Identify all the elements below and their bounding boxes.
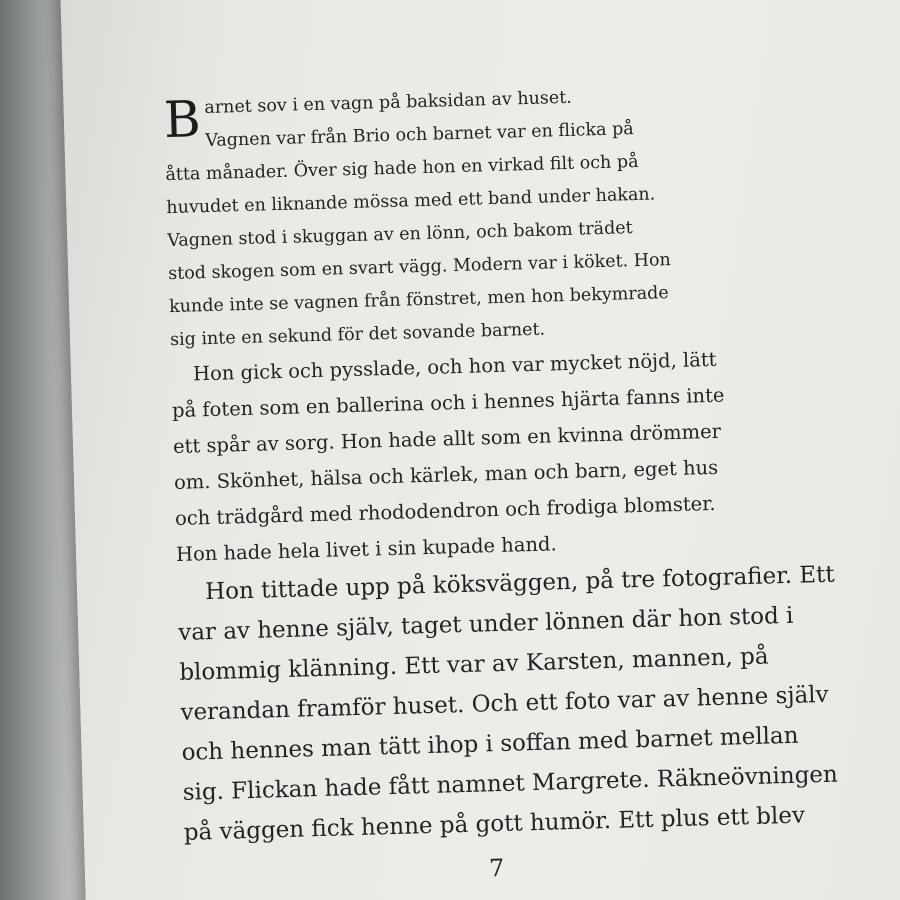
text-line: blommig klänning. Ett var av Karsten, mannen, på — [179, 643, 769, 686]
page-number: 7 — [488, 853, 505, 883]
text-line: om. Skönhet, hälsa och kärlek, man och barn, eget hus — [173, 455, 719, 495]
text-line: var av henne själv, taget under lönnen där hon stod i — [177, 602, 794, 646]
text-line: Hon tittade upp på köksväggen, på tre fotografier. Ett — [204, 561, 835, 606]
text-line: Hon hade hela livet i sin kupade hand. — [175, 532, 557, 566]
text-line: åtta månader. Över sig hade hon en virkad filt och på — [165, 151, 639, 186]
text-line: huvudet en liknande mössa med ett band under hakan. — [166, 184, 656, 219]
body-text — [163, 75, 842, 853]
book-page — [60, 0, 900, 900]
text-line: kunde inte se vagnen från fönstret, men hon bekymrade — [168, 283, 669, 318]
drop-cap: B — [163, 90, 202, 150]
text-line: Hon gick och pysslade, och hon var mycket nöjd, lätt — [192, 347, 717, 386]
text-line: Vagnen stod i skuggan av en lönn, och bakom trädet — [167, 218, 633, 252]
paragraph-3 — [177, 555, 842, 853]
text-line: och trädgård med rhododendron och frodiga blomster. — [174, 491, 716, 530]
paragraph-1 — [163, 75, 828, 357]
paragraph-2 — [171, 339, 834, 573]
text-line: sig inte en sekund för det sovande barnet. — [169, 319, 546, 351]
text-line: arnet sov i en vagn på baksidan av huset. — [204, 87, 573, 119]
text-line: ett spår av sorg. Hon hade allt som en kvinna drömmer — [172, 419, 722, 459]
text-line: Vagnen var från Brio och barnet var en flicka på — [205, 119, 634, 152]
text-line: och hennes man tätt ihop i soffan med barnet mellan — [181, 722, 799, 766]
text-line: sig. Flickan hade fått namnet Margrete. Räkneövningen — [182, 761, 839, 806]
text-line: verandan framför huset. Och ett foto var av henne själv — [180, 681, 829, 726]
text-line: på foten som en ballerina och i hennes hjärta fanns inte — [171, 383, 725, 423]
text-line: stod skogen som en svart vägg. Modern var i köket. Hon — [167, 250, 672, 285]
text-line: på väggen fick henne på gott humör. Ett plus ett blev — [183, 802, 806, 846]
